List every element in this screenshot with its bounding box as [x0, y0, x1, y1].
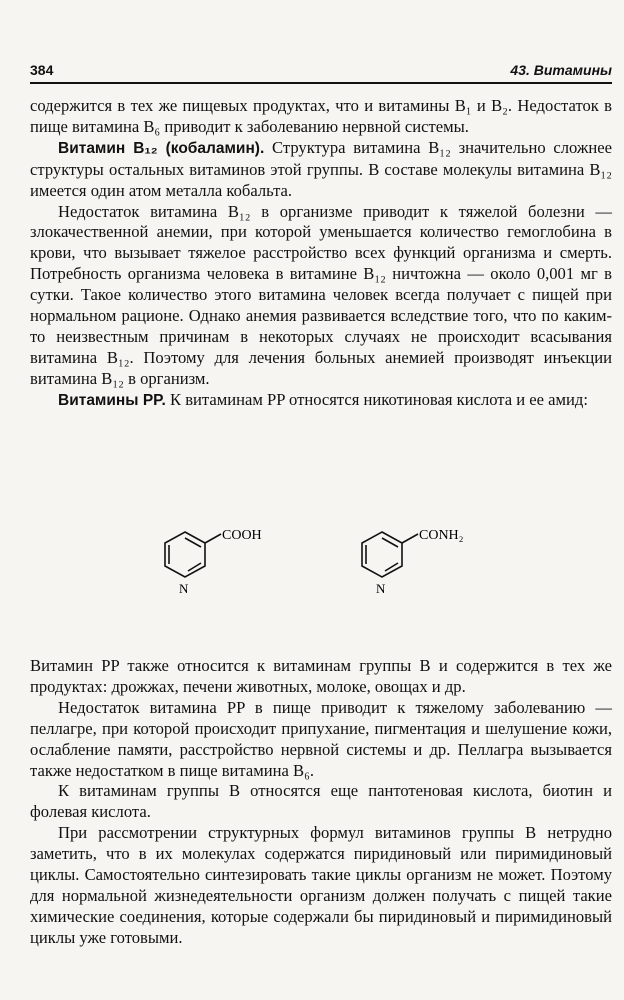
running-head: 43. Витамины	[510, 62, 612, 78]
nicotinic-acid-structure	[158, 510, 308, 605]
paragraph-pp-sources	[30, 656, 612, 698]
paragraph-text: К витаминам группы B относятся еще пантотеновая кислота, биотин и фолевая кислота.	[30, 781, 612, 822]
nitrogen-label: N	[179, 581, 189, 596]
carboxyl-group-label: COOH	[222, 528, 262, 543]
paragraph-vitamin-b12	[30, 138, 612, 202]
paragraph-b12-deficiency	[30, 202, 612, 390]
page-number: 384	[30, 62, 54, 78]
paragraph-text: К витаминам PP относятся никотиновая кислота и ее амид:	[165, 389, 588, 409]
paragraph-other-b-vitamins	[30, 781, 612, 823]
paragraph-heading: Витамины PP.	[58, 391, 166, 409]
paragraph-pellagra	[30, 698, 612, 782]
paragraph-pyridine-rings	[30, 823, 612, 948]
paragraph-text: Витамин PP также относится к витаминам группы B и содержится в тех же продуктах: дрожжах, печени животных, молоке, овощах и др.	[30, 656, 612, 696]
amide-group-label: CONH₂	[419, 528, 464, 543]
paragraph-text: Недостаток витамина B₁₂ в организме приводит к тяжелой болезни — злокачественной анемии, при которой уменьшается количество гемоглобина в крови, что вызывает тяжелое расстройство всех функций организма и смерть. Потребность организма человека в витамине B₁₂ ничтожна — около 0,001 мг в сутки. Такое количество этого витамина человек всегда получает с пищей при нормальном рационе. Однако анемия развивается вследствие того, что по каким-то неизвестным причинам в некоторых случаях не происходит всасывания витамина B₁₂. Поэтому для лечения больных анемией производят инъекции витамина B₁₂ в организм.	[30, 201, 612, 388]
text-block-bottom	[30, 656, 612, 949]
nicotinic-acid-ring-diagram	[158, 510, 308, 605]
paragraph-text: Недостаток витамина PP в пище приводит к тяжелому заболеванию — пеллагре, при которой происходит припухание, пигментация и шелушение кожи, ослабление памяти, расстройство нервной системы и др. Пеллагра вызывается также недостатком в пище витамина B₆.	[30, 697, 612, 780]
nicotinamide-structure	[355, 510, 505, 605]
page-header	[30, 62, 612, 84]
paragraph-text: содержится в тех же пищевых продуктах, что и витамины B₁ и B₂. Недостаток в пище витамина B₆ приводит к заболеванию нервной системы.	[30, 96, 612, 136]
structural-formulas	[0, 510, 624, 640]
paragraph-text: При рассмотрении структурных формул витаминов группы B нетрудно заметить, что в их молекулах содержатся пиридиновый или пиримидиновый циклы. Самостоятельно синтезировать такие циклы организм не может. Поэтому для нормальной жизнедеятельности организм должен получать с пищей такие химические соединения, которые содержали бы пиридиновый и пиримидиновый циклы уже готовыми.	[30, 823, 612, 947]
paragraph-continuation	[30, 96, 612, 138]
paragraph-text: Структура витамина B₁₂ значительно сложнее структуры остальных витаминов этой группы. В составе молекулы витамина B₁₂ имеется один атом металла кобальта.	[30, 137, 612, 200]
nicotinamide-ring-diagram	[355, 510, 505, 605]
nitrogen-label: N	[376, 581, 386, 596]
paragraph-heading: Витамин B₁₂ (кобаламин).	[58, 139, 265, 157]
paragraph-vitamin-pp	[30, 390, 612, 412]
text-block-top	[30, 96, 612, 412]
